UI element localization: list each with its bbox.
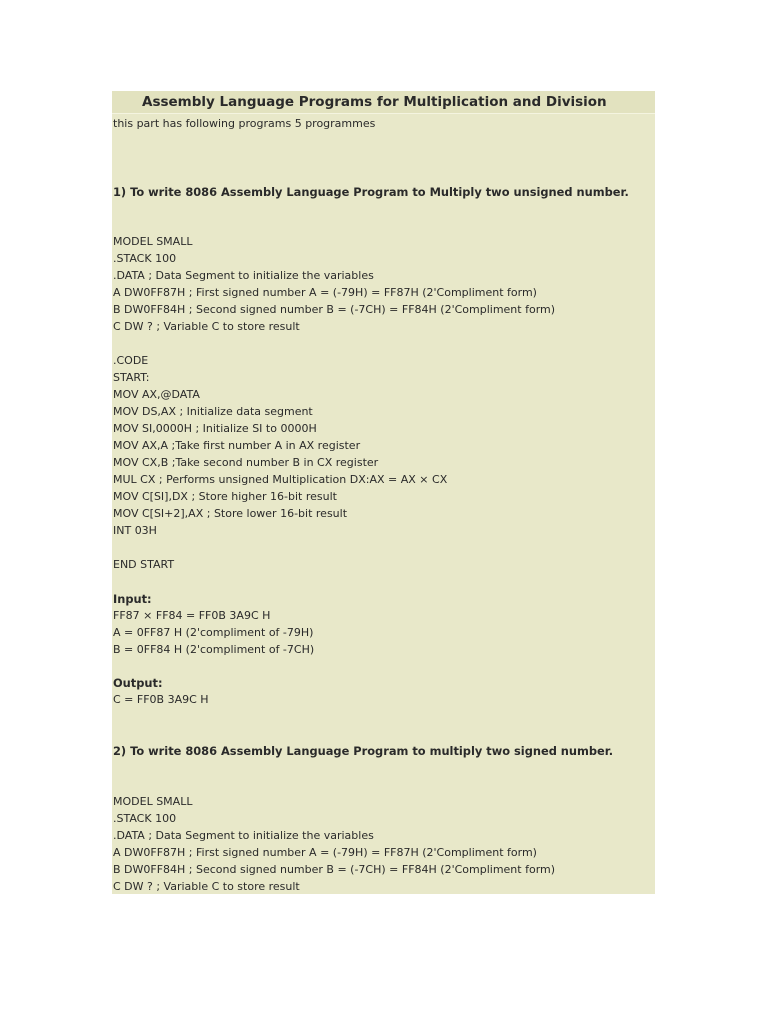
code-line: MOV AX,@DATA (113, 388, 200, 401)
code-line: END START (113, 558, 175, 571)
page-title: Assembly Language Programs for Multiplication and Division (142, 94, 607, 110)
code-line: START: (113, 371, 150, 384)
document-panel (112, 91, 655, 894)
code-line: MOV C[SI],DX ; Store higher 16-bit result (113, 490, 337, 503)
code-line: .DATA ; Data Segment to initialize the variables (113, 829, 374, 842)
input-label: Input: (113, 592, 152, 606)
code-line: INT 03H (113, 524, 157, 537)
input-line: A = 0FF87 H (2'compliment of -79H) (113, 626, 314, 639)
code-line: MOV C[SI+2],AX ; Store lower 16-bit result (113, 507, 348, 520)
code-line: MOV CX,B ;Take second number B in CX register (113, 456, 379, 469)
output-label: Output: (113, 676, 163, 690)
program1-heading: 1) To write 8086 Assembly Language Program to Multiply two unsigned number. (113, 185, 629, 199)
code-line: .STACK 100 (113, 812, 177, 825)
code-line: .STACK 100 (113, 252, 177, 265)
input-line: FF87 × FF84 = FF0B 3A9C H (113, 609, 271, 622)
code-line: B DW0FF84H ; Second signed number B = (-7CH) = FF84H (2'Compliment form) (113, 303, 556, 316)
input-line: B = 0FF84 H (2'compliment of -7CH) (113, 643, 315, 656)
code-line: A DW0FF87H ; First signed number A = (-79H) = FF87H (2'Compliment form) (113, 846, 537, 859)
code-line: C DW ? ; Variable C to store result (113, 320, 300, 333)
output-line: C = FF0B 3A9C H (113, 693, 209, 706)
code-line: B DW0FF84H ; Second signed number B = (-7CH) = FF84H (2'Compliment form) (113, 863, 556, 876)
code-line: MODEL SMALL (113, 235, 193, 248)
code-line: MODEL SMALL (113, 795, 193, 808)
intro-text: this part has following programs 5 programmes (113, 117, 376, 130)
document-content (112, 114, 655, 894)
code-line: A DW0FF87H ; First signed number A = (-79H) = FF87H (2'Compliment form) (113, 286, 537, 299)
code-line: MOV DS,AX ; Initialize data segment (113, 405, 313, 418)
code-line: C DW ? ; Variable C to store result (113, 880, 300, 893)
title-bar (112, 91, 655, 114)
code-line: MOV AX,A ;Take first number A in AX register (113, 439, 361, 452)
program2-heading: 2) To write 8086 Assembly Language Program to multiply two signed number. (113, 744, 614, 758)
code-line: MOV SI,0000H ; Initialize SI to 0000H (113, 422, 317, 435)
code-line: MUL CX ; Performs unsigned Multiplication DX:AX = AX × CX (113, 473, 448, 486)
code-line: .CODE (113, 354, 149, 367)
code-line: .DATA ; Data Segment to initialize the variables (113, 269, 374, 282)
